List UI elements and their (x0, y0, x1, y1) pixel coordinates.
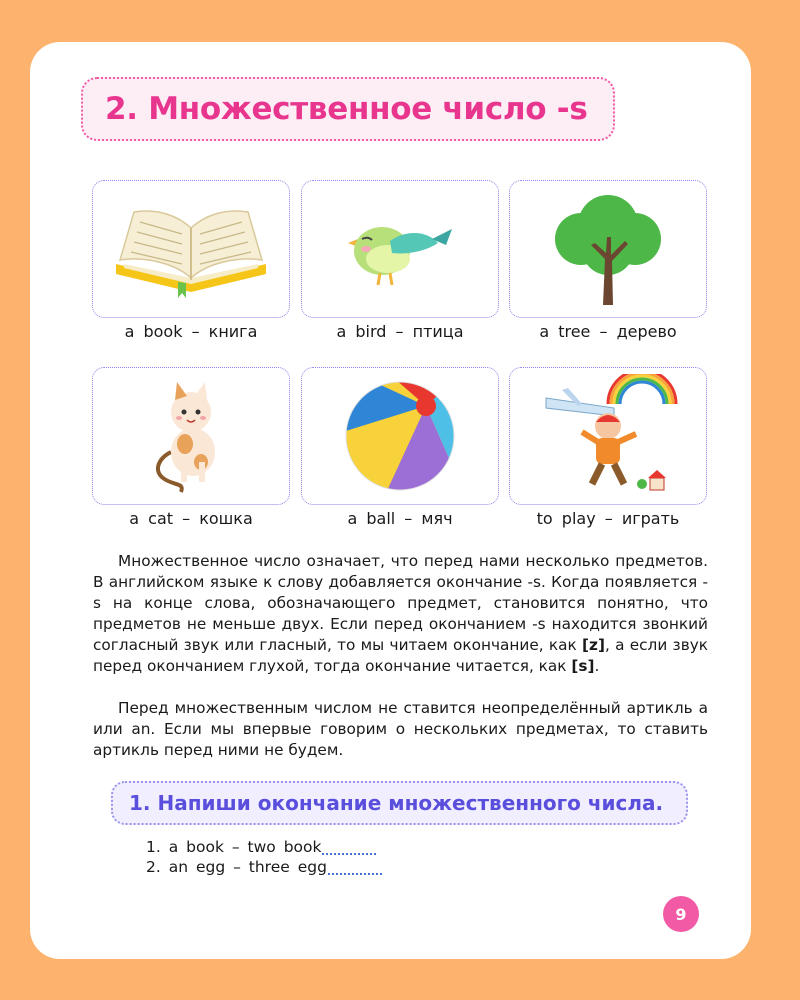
book-icon (106, 194, 276, 304)
caption-ball: a ball – мяч (347, 509, 453, 528)
airplane-boy-icon (538, 374, 678, 499)
exercise-2 (146, 858, 382, 876)
caption-book: a book – книга (124, 322, 258, 341)
exercise-2-text: 2. an egg – three egg (146, 858, 327, 876)
exercise-1-text: 1. a book – two book (146, 838, 322, 856)
sound-z: [z] (582, 636, 605, 654)
card-ball (301, 367, 499, 505)
paragraph-text-part-a: Множественное число означает, что перед нами несколько предметов. В английском языке к слову добавляется окончание -s. Когда появляется -s на конце слова, обозначающего предмет, становится понятно, что предметов не меньше двух. Если перед окончанием -s находится звонкий согласный звук или гласный, то мы читаем окончание, как (93, 552, 708, 654)
task-title: 1. Напиши окончание множественного числа. (129, 791, 664, 815)
paragraph-text-part-c: . (594, 657, 600, 675)
card-tree (509, 180, 707, 318)
cat-icon (141, 374, 241, 499)
paragraph-explanation (93, 551, 708, 677)
card-book (92, 180, 290, 318)
section-title-box (81, 77, 615, 141)
card-play (509, 367, 707, 505)
tree-icon (543, 189, 673, 309)
page-number: 9 (663, 896, 699, 932)
caption-play: to play – играть (536, 509, 680, 528)
bird-icon (340, 199, 460, 299)
card-cat (92, 367, 290, 505)
caption-cat: a cat – кошка (129, 509, 253, 528)
caption-bird: a bird – птица (336, 322, 464, 341)
section-title: 2. Множественное число -s (105, 91, 588, 127)
task-title-box (111, 781, 688, 825)
paragraph-article-rule (93, 698, 708, 761)
paragraph-text-part-b: , а если звук перед окончанием глухой, тогда окончание читается, как (93, 636, 708, 675)
paragraph-article-text: Перед множественным числом не ставится неопределённый артикль a или an. Если мы впервые говорим о нескольких предметах, то ставить артикль перед ними не будем. (93, 699, 708, 759)
sound-s: [s] (571, 657, 595, 675)
exercise-1-blank[interactable] (322, 839, 376, 855)
card-bird (301, 180, 499, 318)
ball-icon (340, 376, 460, 496)
exercise-2-blank[interactable] (328, 859, 382, 875)
exercise-1 (146, 838, 376, 856)
caption-tree: a tree – дерево (539, 322, 677, 341)
